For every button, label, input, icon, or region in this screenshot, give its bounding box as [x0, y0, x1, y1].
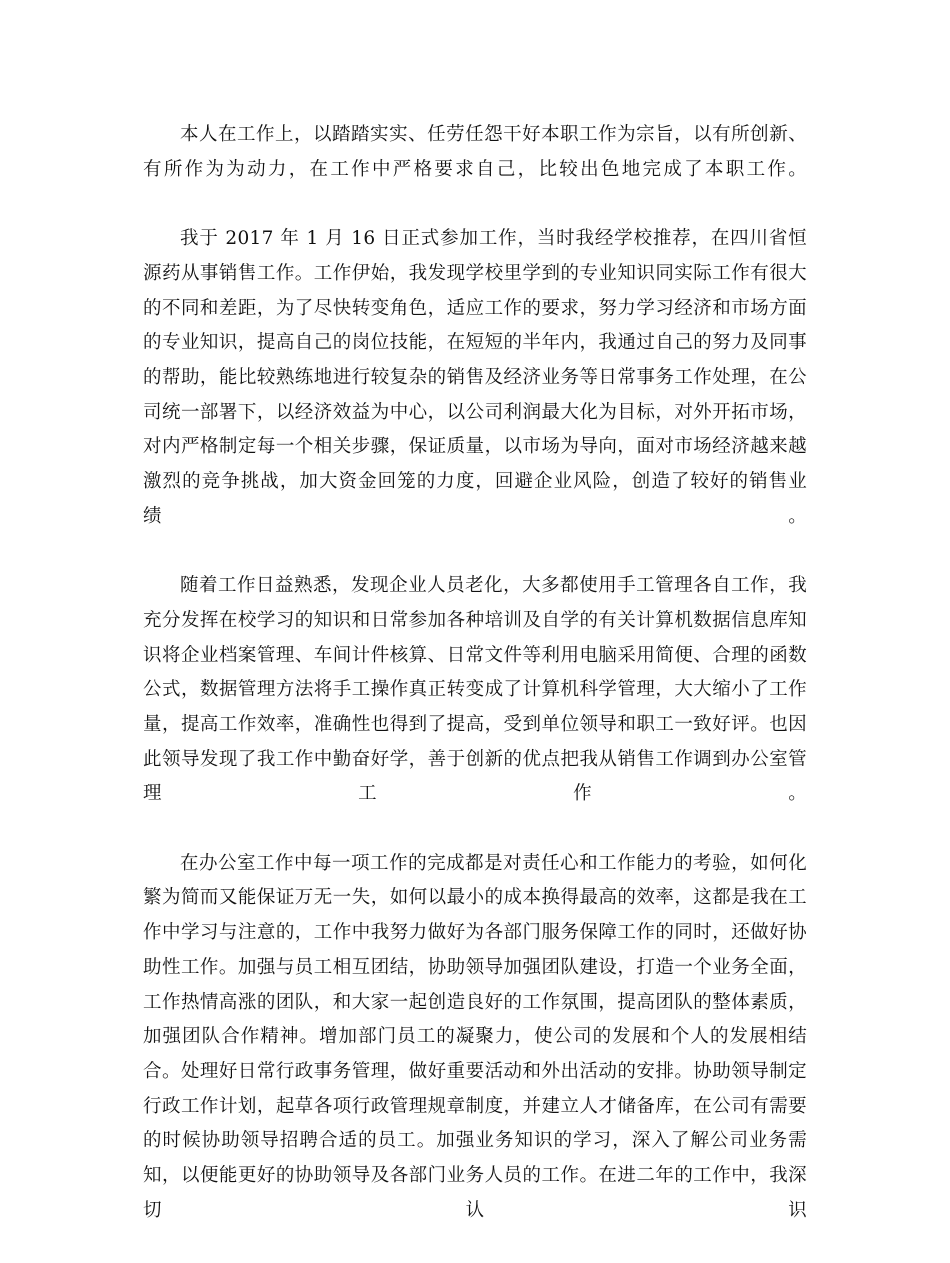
- paragraph-2: 我于 2017 年 1 月 16 日正式参加工作，当时我经学校推荐，在四川省恒源药从事销售工作。工作伊始，我发现学校里学到的专业知识同实际工作有很大的不同和差距，为了尽快转变角色，适应工作的要求，努力学习经济和市场方面的专业知识，提高自己的岗位技能，在短短的半年内，我通过自己的努力及同事的帮助，能比较熟练地进行较复杂的销售及经济业务等日常事务工作处理，在公司统一部署下，以经济效益为中心，以公司利润最大化为目标，对外开拓市场，对内严格制定每一个相关步骤，保证质量，以市场为导向，面对市场经济越来越激烈的竞争挑战，加大资金回笼的力度，回避企业风险，创造了较好的销售业绩。: [143, 228, 807, 527]
- paragraph-3: 随着工作日益熟悉，发现企业人员老化，大多都使用手工管理各自工作，我充分发挥在校学习的知识和日常参加各种培训及自学的有关计算机数据信息库知识将企业档案管理、车间计件核算、日常文件等利用电脑采用简便、合理的函数公式，数据管理方法将手工操作真正转变成了计算机科学管理，大大缩小了工作量，提高工作效率，准确性也得到了提高，受到单位领导和职工一致好评。也因此领导发现了我工作中勤奋好学，善于创新的优点把我从销售工作调到办公室管理工作。: [143, 575, 807, 805]
- document-body: [143, 118, 807, 1263]
- paragraph-4: 在办公室工作中每一项工作的完成都是对责任心和工作能力的考验，如何化繁为简而又能保证万无一失，如何以最小的成本换得最高的效率，这都是我在工作中学习与注意的，工作中我努力做好为各部门服务保障工作的同时，还做好协助性工作。加强与员工相互团结，协助领导加强团队建设，打造一个业务全面，工作热情高涨的团队，和大家一起创造良好的工作氛围，提高团队的整体素质，加强团队合作精神。增加部门员工的凝聚力，使公司的发展和个人的发展相结合。处理好日常行政事务管理，做好重要活动和外出活动的安排。协助领导制定行政工作计划，起草各项行政管理规章制度，并建立人才储备库，在公司有需要的时候协助领导招聘合适的员工。加强业务知识的学习，深入了解公司业务需知，以便能更好的协助领导及各部门业务人员的工作。在进二年的工作中，我深切认识: [143, 852, 807, 1221]
- paragraph-1: 本人在工作上，以踏踏实实、任劳任怨干好本职工作为宗旨，以有所创新、有所作为为动力，在工作中严格要求自己，比较出色地完成了本职工作。: [143, 124, 807, 180]
